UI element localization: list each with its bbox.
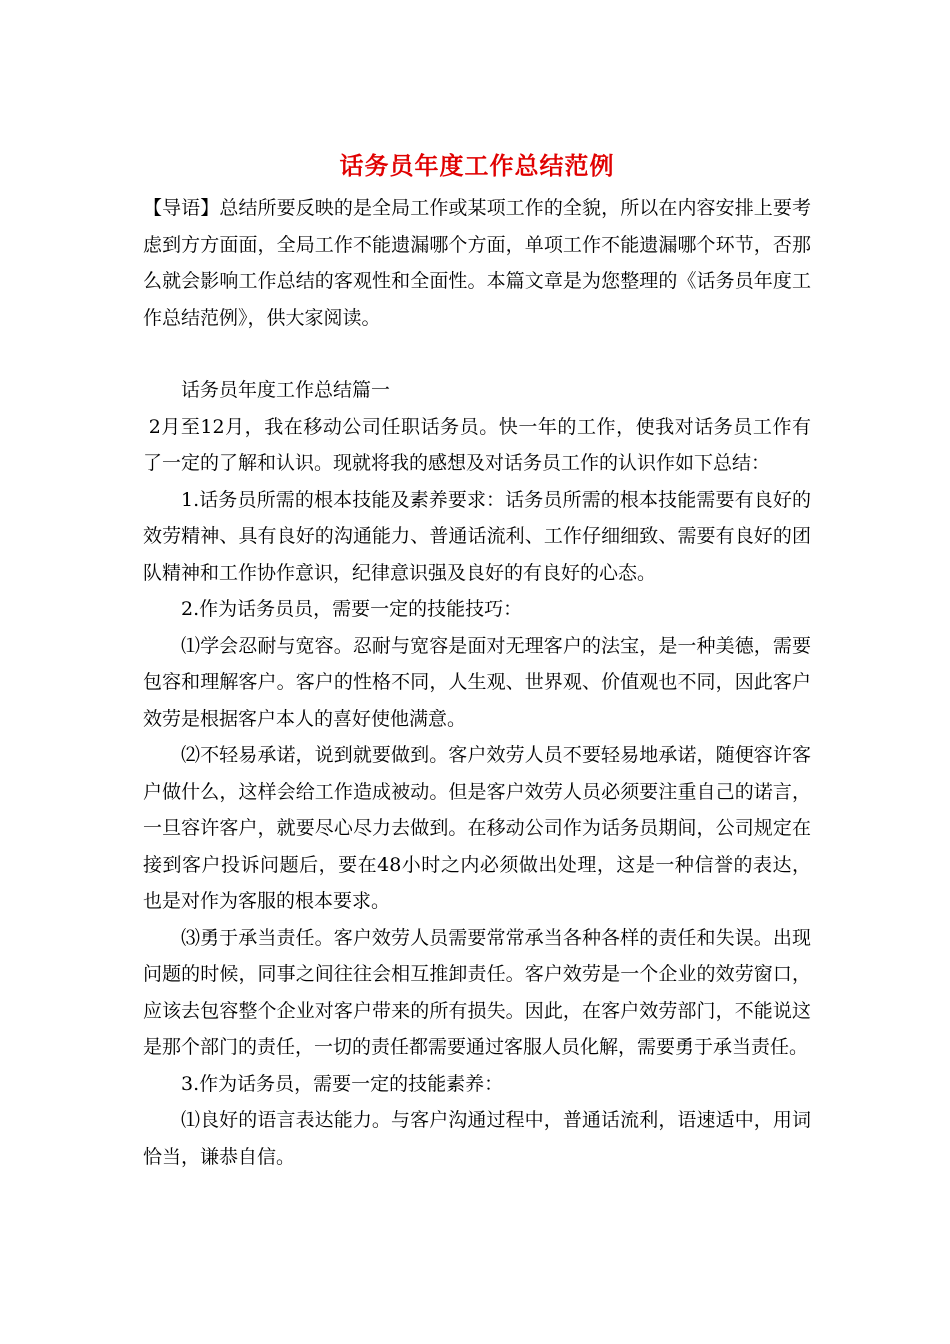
body-paragraph: 2月至12月，我在移动公司任职话务员。快一年的工作，使我对话务员工作有了一定的了解和认识。现就将我的感想及对话务员工作的认识作如下总结： (143, 415, 811, 474)
intro-paragraph: 【导语】总结所要反映的是全局工作或某项工作的全貌，所以在内容安排上要考虑到方方面面，全局工作不能遗漏哪个方面，单项工作不能遗漏哪个环节，否那么就会影响工作总结的客观性和全面性。本篇文章是为您整理的《话务员年度工作总结范例》，供大家阅读。 (143, 197, 811, 329)
body-paragraph: ⑴良好的语言表达能力。与客户沟通过程中，普通话流利，语速适中，用词恰当，谦恭自信。 (143, 1109, 811, 1168)
body-paragraph: ⑴学会忍耐与宽容。忍耐与宽容是面对无理客户的法宝，是一种美德，需要包容和理解客户。客户的性格不同，人生观、世界观、价值观也不同，因此客户效劳是根据客户本人的喜好使他满意。 (143, 634, 811, 730)
body-paragraph: 1.话务员所需的根本技能及素养要求：话务员所需的根本技能需要有良好的效劳精神、具有良好的沟通能力、普通话流利、工作仔细细致、需要有良好的团队精神和工作协作意识，纪律意识强及良好的有良好的心态。 (143, 488, 811, 584)
document-page (143, 150, 811, 1175)
body-paragraph: 2.作为话务员员，需要一定的技能技巧： (181, 598, 523, 620)
section-title: 话务员年度工作总结篇一 (181, 379, 391, 401)
body-paragraph: 3.作为话务员，需要一定的技能素养： (181, 1072, 504, 1095)
body-paragraph: ⑶勇于承当责任。客户效劳人员需要常常承当各种各样的责任和失误。出现问题的时候，同事之间往往会相互推卸责任。客户效劳是一个企业的效劳窗口，应该去包容整个企业对客户带来的所有损失。因此，在客户效劳部门，不能说这是那个部门的责任，一切的责任都需要通过客服人员化解，需要勇于承当责任。 (143, 926, 811, 1058)
document-title: 话务员年度工作总结范例 (339, 151, 615, 180)
body-paragraph: ⑵不轻易承诺，说到就要做到。客户效劳人员不要轻易地承诺，随便容许客户做什么，这样会给工作造成被动。但是客户效劳人员必须要注重自己的诺言，一旦容许客户，就要尽心尽力去做到。在移动公司作为话务员期间，公司规定在接到客户投诉问题后，要在48小时之内必须做出处理，这是一种信誉的表达，也是对作为客服的根本要求。 (143, 744, 811, 912)
